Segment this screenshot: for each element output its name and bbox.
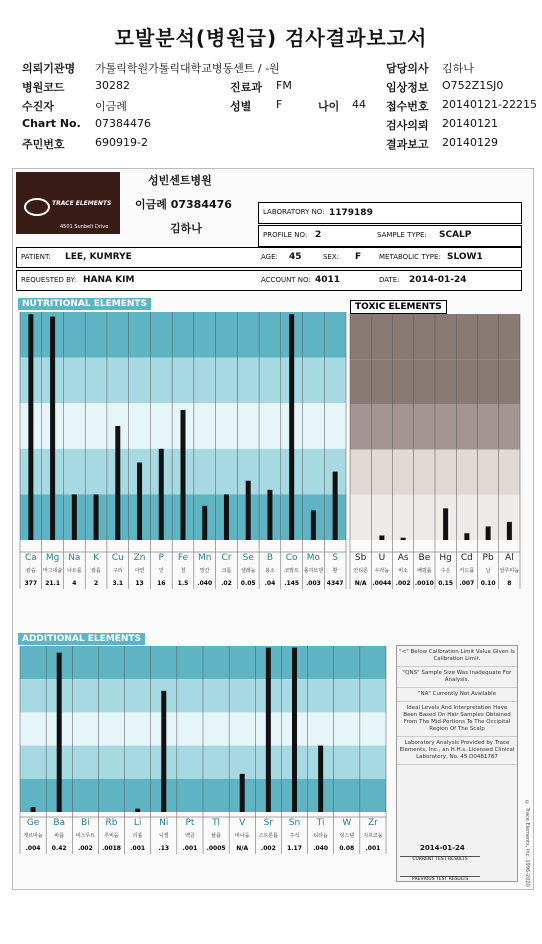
kor-B: 붕소 — [265, 568, 275, 574]
kor-Pb: 납 — [485, 568, 491, 574]
label-Zn: Zn — [133, 553, 146, 563]
value-U: .0044 — [372, 580, 392, 587]
patient-label: PATIENT: — [21, 253, 51, 261]
request-date-label: 검사의뢰 — [386, 119, 429, 132]
value-Cu: 3.1 — [112, 580, 124, 587]
kor-K: 칼륨 — [91, 568, 101, 574]
id-label: 주민번호 — [22, 138, 65, 151]
kor-Be: 베릴륨 — [417, 568, 432, 574]
label-Ca: Ca — [24, 553, 37, 563]
note-na: "NA" Currently Not Available — [397, 688, 517, 702]
value-P: 16 — [157, 580, 166, 587]
label-Na: Na — [68, 553, 81, 563]
profile-box — [258, 225, 522, 247]
kor-Zr: 지르코늄 — [363, 833, 383, 839]
clinical-value: O752Z1SJ0 — [442, 79, 504, 92]
age-label: 나이 — [318, 100, 340, 113]
label-Hg: Hg — [439, 553, 452, 563]
label-S: S — [332, 553, 338, 563]
metabolic-value: SLOW1 — [447, 252, 483, 262]
value-Rb: .0018 — [102, 845, 121, 852]
kor-U: 우라늄 — [374, 568, 390, 574]
kor-Cr: 크롬 — [221, 568, 232, 574]
kor-Se: 셀레늄 — [240, 568, 256, 574]
label-Rb: Rb — [105, 818, 118, 828]
handwritten-doctor: 김하나 — [170, 222, 202, 235]
age-value: 44 — [352, 98, 366, 111]
value-Mn: .040 — [197, 580, 213, 587]
chart-no-label: Chart No. — [22, 117, 81, 130]
sex-label: 성별 — [230, 100, 252, 113]
label-Cd: Cd — [460, 553, 473, 563]
date-value: 2014-01-24 — [409, 275, 467, 285]
label-Sr: Sr — [263, 818, 274, 828]
value-Na: 4 — [72, 580, 77, 587]
label-Co: Co — [285, 553, 298, 563]
current-results-label: CURRENT TEST RESULTS — [400, 856, 480, 862]
doctor-value: 김하나 — [442, 62, 474, 75]
label-Be: Be — [418, 553, 431, 563]
label-Tl: Tl — [212, 818, 221, 828]
label-K: K — [93, 553, 100, 563]
lab-logo-address: 4501 Sunbelt Drive — [60, 224, 109, 230]
value-S: 4347 — [326, 580, 344, 587]
report-title: 모발분석(병원급) 검사결과보고서 — [114, 26, 428, 50]
label-Al: Al — [505, 553, 514, 563]
institution-label: 의뢰기관명 — [22, 62, 76, 75]
sex-box-value: F — [355, 252, 362, 262]
sex-value: F — [276, 98, 283, 111]
lab-no-box — [258, 202, 522, 224]
kor-S: 황 — [332, 568, 338, 574]
label-Mo: Mo — [306, 553, 321, 563]
label-Sn: Sn — [288, 818, 301, 828]
label-Ge: Ge — [26, 818, 40, 828]
request-date-value: 20140121 — [442, 117, 498, 130]
kor-Fe: 철 — [180, 568, 186, 574]
label-Ba: Ba — [53, 818, 66, 828]
age-box-label: AGE: — [261, 253, 278, 261]
kor-Ge: 게르마늄 — [23, 833, 43, 839]
value-Hg: 0.15 — [438, 580, 454, 587]
value-K: 2 — [93, 580, 99, 587]
kor-Ba: 바륨 — [54, 833, 65, 839]
requested-label: REQUESTED BY: — [21, 276, 77, 284]
chart-no-value: 07384476 — [95, 117, 151, 130]
value-Pb: 0.10 — [480, 580, 496, 587]
sex-box-label: SEX: — [323, 253, 340, 261]
kor-Cu: 구리 — [112, 568, 123, 574]
value-As: .002 — [395, 580, 411, 587]
label-Ti: Ti — [316, 818, 325, 828]
hospital-code-value: 30282 — [95, 79, 130, 92]
note-ideal-levels: Ideal Levels And Interpretation Have Been Based On Hair Samples Obtained From The Mid-Portions To The Occipital Region Of The Scalp — [397, 702, 517, 737]
label-Li: Li — [133, 818, 142, 828]
lab-logo-text: TRACE ELEMENTS — [52, 200, 112, 207]
label-Ni: Ni — [159, 818, 169, 828]
label-Mn: Mn — [197, 553, 212, 563]
kor-Al: 알루미늄 — [499, 568, 520, 574]
result-date-label: 결과보고 — [386, 138, 429, 151]
label-Mg: Mg — [45, 553, 60, 563]
kor-Sn: 주석 — [289, 833, 300, 839]
value-Tl: .0005 — [206, 845, 226, 852]
value-B: .04 — [264, 580, 276, 587]
value-Pt: .001 — [182, 845, 198, 852]
previous-results-label: PREVIOUS TEST RESULTS — [400, 876, 480, 882]
kor-Bi: 비스무트 — [75, 833, 96, 839]
label-W: W — [342, 818, 352, 828]
kor-Rb: 루비듐 — [104, 833, 119, 839]
value-Zn: 13 — [135, 580, 144, 587]
label-Bi: Bi — [81, 818, 90, 828]
sample-label: SAMPLE TYPE: — [377, 231, 427, 239]
kor-Mn: 망간 — [199, 568, 210, 574]
result-date-value: 20140129 — [442, 136, 498, 149]
label-V: V — [239, 818, 246, 828]
kor-Na: 나트륨 — [67, 568, 82, 574]
value-Sb: N/A — [354, 580, 367, 587]
hospital-code-label: 병원코드 — [22, 81, 65, 94]
profile-label: PROFILE NO: — [263, 231, 308, 239]
label-Fe: Fe — [177, 553, 189, 563]
copyright: © Trace Elements, Inc. 1996-2020 — [524, 800, 530, 887]
value-Sn: 1.17 — [287, 845, 302, 852]
dept-value: FM — [276, 79, 292, 92]
value-Cd: .007 — [459, 580, 475, 587]
kor-Pt: 백금 — [185, 833, 195, 839]
lab-logo — [16, 172, 120, 234]
account-label: ACCOUNT NO: — [261, 276, 311, 284]
value-Sr: .002 — [260, 845, 276, 852]
label-Pt: Pt — [185, 818, 195, 828]
receipt-value: 20140121-22215 — [442, 98, 537, 111]
value-Al: 8 — [507, 580, 512, 587]
patient-value: LEE, KUMRYE — [65, 252, 132, 262]
handwritten-name: 이금례 07384476 — [135, 198, 232, 211]
value-Se: 0.05 — [240, 580, 256, 587]
value-Fe: 1.5 — [177, 580, 189, 587]
metabolic-label: METABOLIC TYPE: — [379, 253, 441, 261]
kor-Co: 코발트 — [284, 568, 299, 574]
value-Bi: .002 — [77, 845, 93, 852]
kor-Hg: 수은 — [440, 568, 451, 574]
value-Ni: .13 — [158, 845, 170, 852]
kor-Mg: 마그네슘 — [42, 568, 63, 574]
kor-Ti: 티타늄 — [313, 833, 328, 839]
value-Co: .145 — [284, 580, 300, 587]
label-Cu: Cu — [111, 553, 124, 563]
age-box-value: 45 — [289, 252, 302, 262]
name-value: 이금례 — [95, 100, 127, 113]
sample-value: SCALP — [439, 230, 472, 240]
clinical-label: 임상정보 — [386, 81, 429, 94]
kor-P: 인 — [158, 568, 164, 574]
patient-row — [16, 247, 522, 268]
label-U: U — [378, 553, 386, 563]
requested-value: HANA KIM — [83, 275, 135, 285]
name-label: 수진자 — [22, 100, 54, 113]
kor-Cd: 카드뮴 — [459, 568, 475, 574]
lab-no-value: 1179189 — [329, 208, 373, 218]
kor-Mo: 몰리브덴 — [303, 568, 324, 574]
nutritional-section-title: NUTRITIONAL ELEMENTS — [18, 298, 151, 310]
kor-W: 텅스텐 — [339, 833, 355, 839]
value-Ba: 0.42 — [51, 845, 67, 852]
kor-Tl: 탈륨 — [211, 833, 221, 839]
id-value: 690919-2 — [95, 136, 148, 149]
receipt-label: 접수번호 — [386, 100, 429, 113]
value-Mo: .003 — [305, 580, 321, 587]
value-Mg: 21.1 — [45, 580, 61, 587]
requested-row — [16, 270, 522, 291]
toxic-section-title: TOXIC ELEMENTS — [350, 300, 447, 314]
current-date: 2014-01-24 — [420, 844, 465, 852]
label-B: B — [266, 553, 274, 563]
dept-label: 진료과 — [230, 81, 262, 94]
lab-logo-mark-icon — [24, 198, 50, 216]
handwritten-center: 성빈센트병원 — [148, 174, 212, 187]
kor-As: 비소 — [398, 568, 408, 574]
kor-Sr: 스트론튬 — [258, 833, 279, 839]
label-P: P — [158, 553, 164, 563]
label-As: As — [397, 553, 409, 563]
label-Se: Se — [242, 553, 254, 563]
doctor-label: 담당의사 — [386, 62, 429, 75]
value-Cr: .02 — [221, 580, 232, 587]
label-Sb: Sb — [354, 553, 367, 563]
account-value: 4011 — [315, 275, 341, 285]
note-laboratory: Laboratory Analysis Provided by Trace Elements, Inc., an H.H.s. Licensed Clinical Laboratory, No. 45 D0481787 — [397, 737, 517, 765]
label-Pb: Pb — [482, 553, 494, 563]
institution-value: 가톨릭학원가톨릭대학교병동센트 / -원 — [95, 62, 280, 75]
label-Cr: Cr — [221, 553, 232, 563]
value-V: N/A — [236, 845, 249, 852]
kor-Li: 리튬 — [132, 833, 143, 839]
value-W: 0.08 — [339, 845, 355, 852]
note-calibration: "<" Below Calibration Limit Value Given Is Calibration Limit. — [397, 646, 517, 667]
kor-V: 바나듐 — [234, 833, 250, 839]
label-Zr: Zr — [367, 818, 378, 828]
lab-no-label: LABORATORY NO: — [263, 208, 325, 216]
value-Ti: .040 — [313, 845, 329, 852]
value-Ca: 377 — [24, 580, 38, 587]
kor-Ca: 칼슘 — [26, 568, 36, 574]
kor-Zn: 아연 — [134, 568, 145, 574]
value-Li: .001 — [130, 845, 146, 852]
value-Ge: .004 — [25, 845, 41, 852]
profile-value: 2 — [315, 230, 322, 240]
additional-section-title: ADDITIONAL ELEMENTS — [18, 633, 145, 645]
note-qns: "QNS" Sample Size Was Inadequate For Analysis. — [397, 667, 517, 688]
date-label: DATE: — [379, 276, 400, 284]
kor-Sb: 안티몬 — [353, 568, 368, 574]
value-Be: .0010 — [414, 580, 434, 587]
kor-Ni: 니켈 — [158, 833, 169, 839]
value-Zr: .001 — [365, 845, 381, 852]
